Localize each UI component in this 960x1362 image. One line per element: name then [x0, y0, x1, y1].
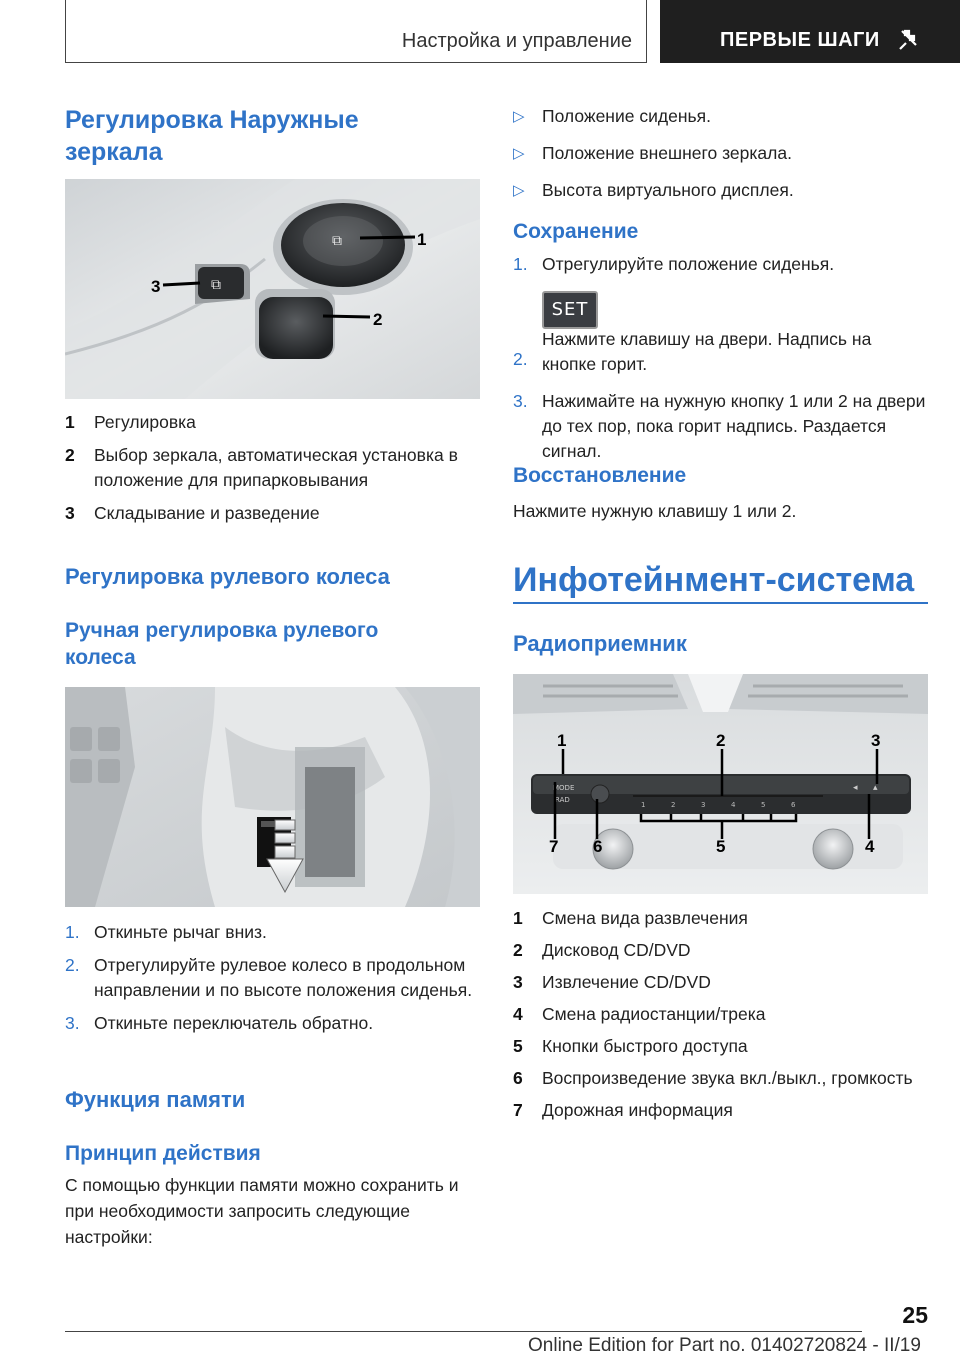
- mirror-label-3: 3: [151, 277, 161, 296]
- footer-divider: [65, 1331, 862, 1332]
- wheel-title: Регулировка рулевого колеса: [65, 564, 390, 589]
- save-title: Сохранение: [513, 220, 639, 243]
- mirror-label-1: 1: [417, 230, 427, 249]
- restore-title: Восстановление: [513, 464, 687, 487]
- radio-panel-figure: [513, 674, 928, 894]
- radio-items-list: [513, 906, 928, 1123]
- svg-text:3: 3: [701, 801, 706, 809]
- list-item: ▷ Положение сиденья.: [513, 106, 711, 126]
- restore-text: Нажмите нужную клавишу 1 или 2.: [513, 501, 797, 521]
- list-item: 2. SET Нажмите клавишу на двери. Надпись на кнопке горит.: [513, 293, 928, 377]
- mirror-controls-figure: [65, 179, 480, 399]
- list-item: 5 Кнопки быстрого доступа: [513, 1036, 748, 1056]
- list-item: 6 Воспроизведение звука вкл./выкл., громкость: [513, 1068, 913, 1088]
- set-button-icon: SET: [542, 291, 598, 329]
- mirror-label-2: 2: [373, 310, 383, 329]
- edition-footer: Online Edition for Part no. 01402720824 - II/19: [528, 1335, 921, 1356]
- wheel-subtitle: Ручная регулировка рулевого колеса: [65, 619, 379, 669]
- list-item: 2. Отрегулируйте рулевое колесо в продольном направлении и по высоте положения сиденья.: [65, 955, 473, 1000]
- radio-label-7: 7: [549, 837, 559, 856]
- title-rule: [513, 602, 928, 604]
- save-steps-list: [513, 252, 928, 464]
- mirror-items-list: [65, 410, 480, 526]
- list-item: 1 Смена вида развлечения: [513, 908, 748, 928]
- radio-label-1: 1: [557, 731, 567, 750]
- memory-settings-list: [513, 104, 928, 203]
- list-item: 2 Дисковод CD/DVD: [513, 940, 691, 960]
- list-item: 1. Откиньте рычаг вниз.: [65, 922, 267, 942]
- svg-text:⧉: ⧉: [211, 277, 221, 293]
- rad-label: RAD: [555, 796, 570, 804]
- principle-title: Принцип действия: [65, 1142, 261, 1165]
- memory-title: Функция памяти: [65, 1087, 246, 1112]
- prev-icon: ◂: [853, 783, 858, 793]
- mode-label: MODE: [553, 784, 575, 792]
- svg-text:4: 4: [731, 801, 736, 809]
- list-item: 3. Откиньте переключатель обратно.: [65, 1013, 374, 1033]
- radio-label-5: 5: [716, 837, 726, 856]
- radio-title: Радиоприемник: [513, 631, 687, 656]
- list-item: 3. Нажимайте на нужную кнопку 1 или 2 на двери до тех пор, пока горит надпись. Раздается сигнал.: [513, 391, 926, 461]
- radio-label-6: 6: [593, 837, 603, 856]
- svg-text:1: 1: [641, 801, 646, 809]
- list-item: 3 Складывание и разведение: [65, 503, 320, 523]
- steering-column-figure: [65, 687, 480, 907]
- list-item: ▷ Положение внешнего зеркала.: [513, 143, 792, 163]
- list-item: 2 Выбор зеркала, автоматическая установка в положение для припарковывания: [65, 445, 458, 490]
- svg-text:2: 2: [671, 801, 676, 809]
- list-item: 7 Дорожная информация: [513, 1100, 733, 1120]
- wheel-steps-list: [65, 920, 480, 1036]
- list-item: ▷ Высота виртуального дисплея.: [513, 180, 794, 200]
- svg-text:⧉: ⧉: [332, 233, 342, 249]
- principle-text: С помощью функции памяти можно сохранить и при необходимости запросить следующие настройки:: [65, 1175, 459, 1247]
- list-item: 1. Отрегулируйте положение сиденья.: [513, 254, 835, 274]
- page-number: 25: [902, 1302, 928, 1328]
- header-section-title: Настройка и управление: [401, 30, 632, 52]
- svg-text:6: 6: [791, 801, 796, 809]
- header-section-box: [65, 0, 647, 63]
- list-item: 4 Смена радиостанции/трека: [513, 1004, 766, 1024]
- flag-icon: [897, 28, 921, 52]
- header-chapter-title: ПЕРВЫЕ ШАГИ: [720, 29, 880, 51]
- infotainment-title: Инфотейнмент-система: [513, 561, 915, 599]
- list-item: 1 Регулировка: [65, 412, 196, 432]
- list-item: 3 Извлечение CD/DVD: [513, 972, 711, 992]
- radio-label-4: 4: [865, 837, 875, 856]
- eject-icon: ▴: [873, 783, 878, 793]
- svg-text:5: 5: [761, 801, 766, 809]
- mirrors-title: Регулировка Наружные зеркала: [65, 106, 359, 166]
- radio-label-3: 3: [871, 731, 881, 750]
- radio-label-2: 2: [716, 731, 726, 750]
